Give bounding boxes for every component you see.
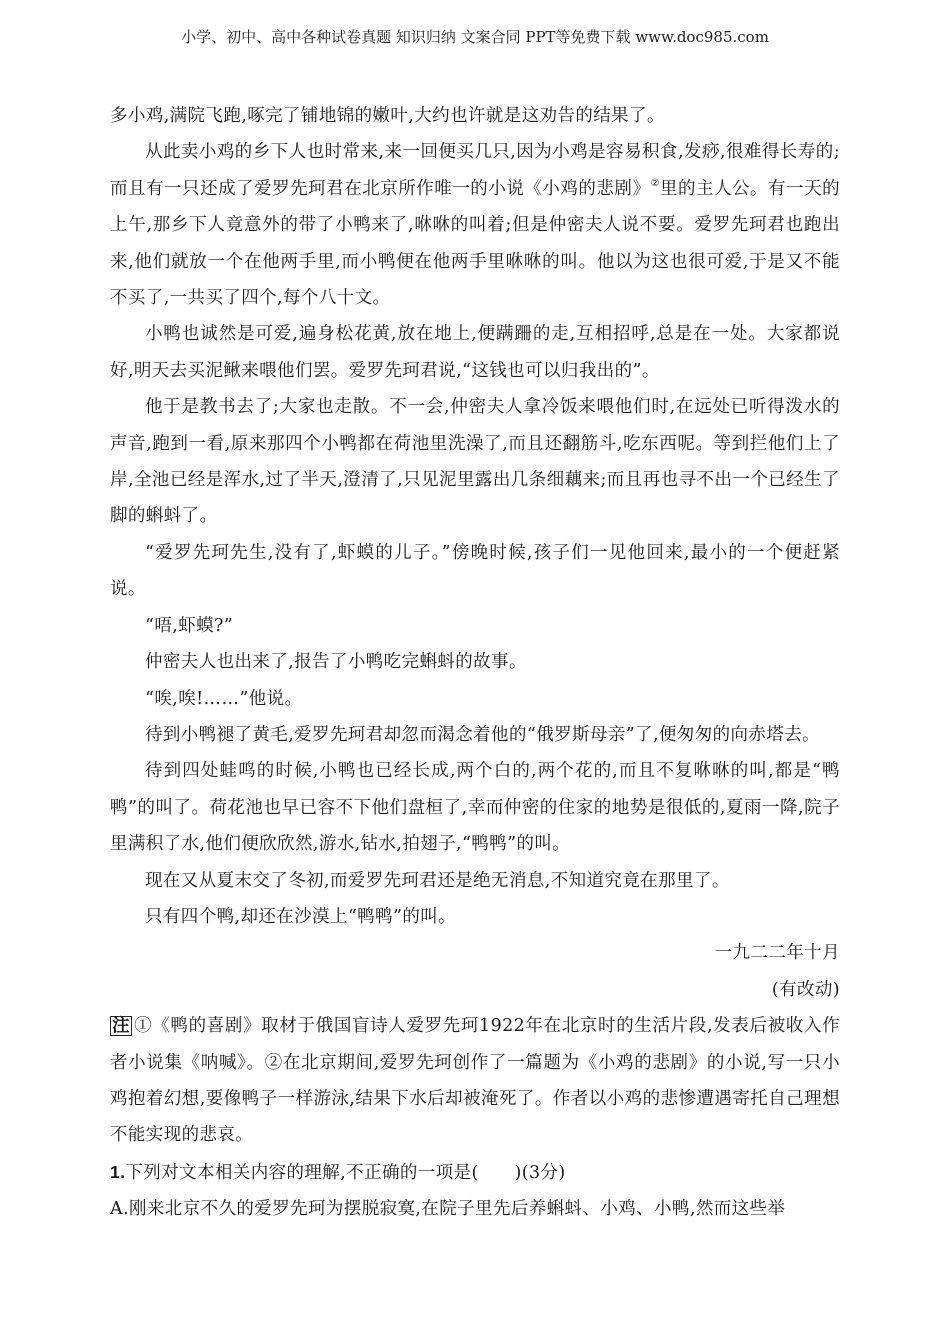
paragraph-6: “唔,虾蟆?” bbox=[145, 615, 234, 636]
paragraph-2-part-2: 里的主人公。有一天的上午,那乡下人竟意外的带了小鸭来了,咻咻的叫着;但是仲密夫人说不要。爱罗先珂君也跑出来,他们就放一个在他两手里,而小鸭便在他两手里咻咻的叫。他以为这也很可爱,于是又不能不买了,一共买了四个,每个八十文。 bbox=[110, 178, 840, 309]
paragraph-9: 待到小鸭褪了黄毛,爱罗先珂君却忽而渴念着他的“俄罗斯母亲”了,便匆匆的向赤塔去。 bbox=[145, 724, 821, 745]
paragraph-7: 仲密夫人也出来了,报告了小鸭吃完蝌蚪的故事。 bbox=[145, 652, 527, 673]
note-text: ①《鸭的喜剧》取材于俄国盲诗人爱罗先珂1922年在北京时的生活片段,发表后被收入作者小说集《呐喊》。②在北京期间,爱罗先珂创作了一篇题为《小鸡的悲剧》的小说,写一只小鸡抱着幻想,要像鸭子一样游泳,结果下水后却被淹死了。作者以小鸡的悲惨遭遇寄托自己理想不能实现的悲哀。 bbox=[110, 1016, 840, 1146]
paragraph-2 bbox=[110, 134, 840, 316]
question-1 bbox=[110, 1154, 840, 1191]
note-mark: 注 bbox=[112, 1016, 130, 1037]
paragraph-1: 多小鸡,满院飞跑,啄完了铺地锦的嫩叶,大约也许就是这劝告的结果了。 bbox=[110, 106, 665, 126]
footnote-ref: ② bbox=[650, 177, 660, 189]
paragraph-8: “唉,唉!……”他说。 bbox=[145, 688, 303, 709]
date-line: 一九二二年十月 bbox=[714, 943, 840, 964]
paragraph-10: 待到四处蛙鸣的时候,小鸭也已经长成,两个白的,两个花的,而且不复咻咻的叫,都是“鸭鸭”的叫了。荷花池也早已容不下他们盘桓了,幸而仲密的住家的地势是很低的,夏雨一降,院子里满积了水,他们便欣欣然,游水,钻水,拍翅子,“鸭鸭”的叫。 bbox=[110, 761, 840, 855]
question-stem: 下列对文本相关内容的理解,不正确的一项是( )(3分) bbox=[125, 1162, 566, 1183]
revision-note: (有改动) bbox=[771, 979, 840, 1000]
annotation bbox=[110, 1008, 840, 1154]
paragraph-11: 现在又从夏末交了冬初,而爱罗先珂君还是绝无消息,不知道究竟在那里了。 bbox=[145, 870, 730, 891]
question-1-option-a: A.刚来北京不久的爱罗先珂为摆脱寂寞,在院子里先后养蝌蚪、小鸡、小鸭,然而这些举 bbox=[110, 1199, 786, 1220]
paragraph-4: 他于是教书去了;大家也走散。不一会,仲密夫人拿冷饭来喂他们时,在远处已听得泼水的声音,跑到一看,原来那四个小鸭都在荷池里洗澡了,而且还翻筋斗,吃东西呢。等到拦他们上了岸,全池已经是浑水,过了半天,澄清了,只见泥里露出几条细藕来;而且再也寻不出一个已经生了脚的蝌蚪了。 bbox=[110, 397, 840, 527]
paragraph-3: 小鸭也诚然是可爱,遍身松花黄,放在地上,便蹒跚的走,互相招呼,总是在一处。大家都说好,明天去买泥鳅来喂他们罢。爱罗先珂君说,“这钱也可以归我出的”。 bbox=[110, 324, 840, 381]
article-body bbox=[110, 98, 840, 1228]
paragraph-5: “爱罗先珂先生,没有了,虾蟆的儿子。”傍晚时候,孩子们一见他回来,最小的一个便赶紧说。 bbox=[110, 542, 840, 600]
question-number: 1. bbox=[110, 1161, 126, 1182]
paragraph-2-part-1: 从此卖小鸡的乡下人也时常来,来一回便买几只,因为小鸡是容易积食,发痧,很难得长寿的;而且有一只还成了爱罗先珂君在北京所作唯一的小说《小鸡的悲剧》 bbox=[110, 142, 840, 199]
paragraph-12: 只有四个鸭,却还在沙漠上“鸭鸭”的叫。 bbox=[145, 906, 457, 927]
page-header: 小学、初中、高中各种试卷真题 知识归纳 文案合同 PPT等免费下载 www.doc985.com bbox=[181, 28, 769, 46]
